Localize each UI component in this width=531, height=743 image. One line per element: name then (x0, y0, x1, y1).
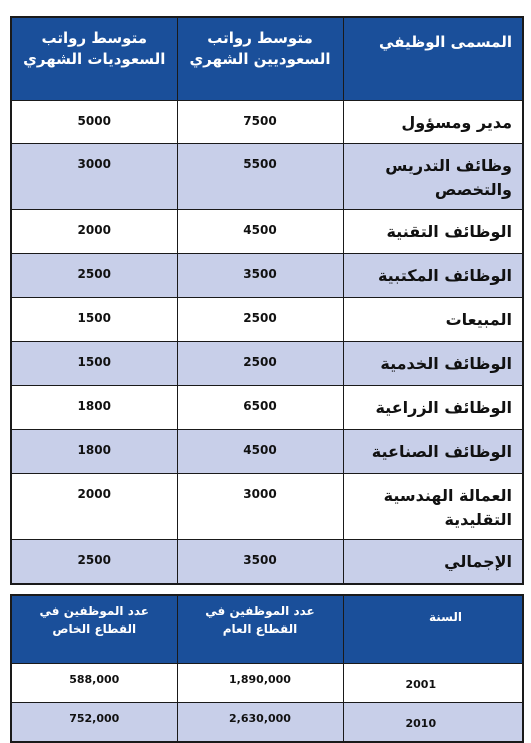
table-row (11, 430, 523, 474)
male-salary-cell: 4500 (177, 210, 343, 254)
public-count-cell: 1,890,000 (177, 664, 343, 703)
header-public-sector: عدد الموظفين في القطاع العام (177, 595, 343, 664)
female-salary-cell: 1500 (11, 298, 177, 342)
table-row (11, 474, 523, 540)
employee-count-table (10, 594, 524, 743)
female-salary-cell: 2000 (11, 210, 177, 254)
male-salary-cell: 3000 (177, 474, 343, 540)
female-salary-cell: 3000 (11, 144, 177, 210)
male-salary-cell: 6500 (177, 386, 343, 430)
year-cell: 2010 (343, 703, 523, 743)
male-salary-cell: 7500 (177, 101, 343, 144)
header-job-title: المسمى الوظيفي (343, 17, 523, 101)
employee-header-row (11, 595, 523, 664)
job-title-cell: الإجمالي (343, 540, 523, 584)
table-row (11, 386, 523, 430)
female-salary-cell: 1800 (11, 386, 177, 430)
job-title-cell: مدير ومسؤول (343, 101, 523, 144)
male-salary-cell: 5500 (177, 144, 343, 210)
header-year: السنة (343, 595, 523, 664)
table-row (11, 210, 523, 254)
male-salary-cell: 2500 (177, 342, 343, 386)
job-title-cell: المبيعات (343, 298, 523, 342)
job-title-cell: العمالة الهندسية التقليدية (343, 474, 523, 540)
salary-table (10, 16, 524, 585)
table-row (11, 703, 523, 743)
job-title-cell: الوظائف الزراعية (343, 386, 523, 430)
job-title-cell: الوظائف المكتبية (343, 254, 523, 298)
male-salary-cell: 3500 (177, 254, 343, 298)
female-salary-cell: 2500 (11, 540, 177, 584)
public-count-cell: 2,630,000 (177, 703, 343, 743)
job-title-cell: الوظائف الصناعية (343, 430, 523, 474)
table-row (11, 101, 523, 144)
male-salary-cell: 2500 (177, 298, 343, 342)
private-count-cell: 588,000 (11, 664, 177, 703)
female-salary-cell: 1500 (11, 342, 177, 386)
job-title-cell: الوظائف التقنية (343, 210, 523, 254)
total-row (11, 540, 523, 584)
header-saudi-male-salary: متوسط رواتب السعوديين الشهري (177, 17, 343, 101)
header-private-sector: عدد الموظفين في القطاع الخاص (11, 595, 177, 664)
header-saudi-female-salary: متوسط رواتب السعوديات الشهري (11, 17, 177, 101)
job-title-cell: الوظائف الخدمية (343, 342, 523, 386)
year-cell: 2001 (343, 664, 523, 703)
table-row (11, 144, 523, 210)
table-row (11, 298, 523, 342)
table-row (11, 342, 523, 386)
table-row (11, 664, 523, 703)
female-salary-cell: 5000 (11, 101, 177, 144)
job-title-cell: وظائف التدريس والتخصص (343, 144, 523, 210)
salary-header-row (11, 17, 523, 101)
female-salary-cell: 2000 (11, 474, 177, 540)
private-count-cell: 752,000 (11, 703, 177, 743)
female-salary-cell: 1800 (11, 430, 177, 474)
male-salary-cell: 3500 (177, 540, 343, 584)
male-salary-cell: 4500 (177, 430, 343, 474)
female-salary-cell: 2500 (11, 254, 177, 298)
table-row (11, 254, 523, 298)
